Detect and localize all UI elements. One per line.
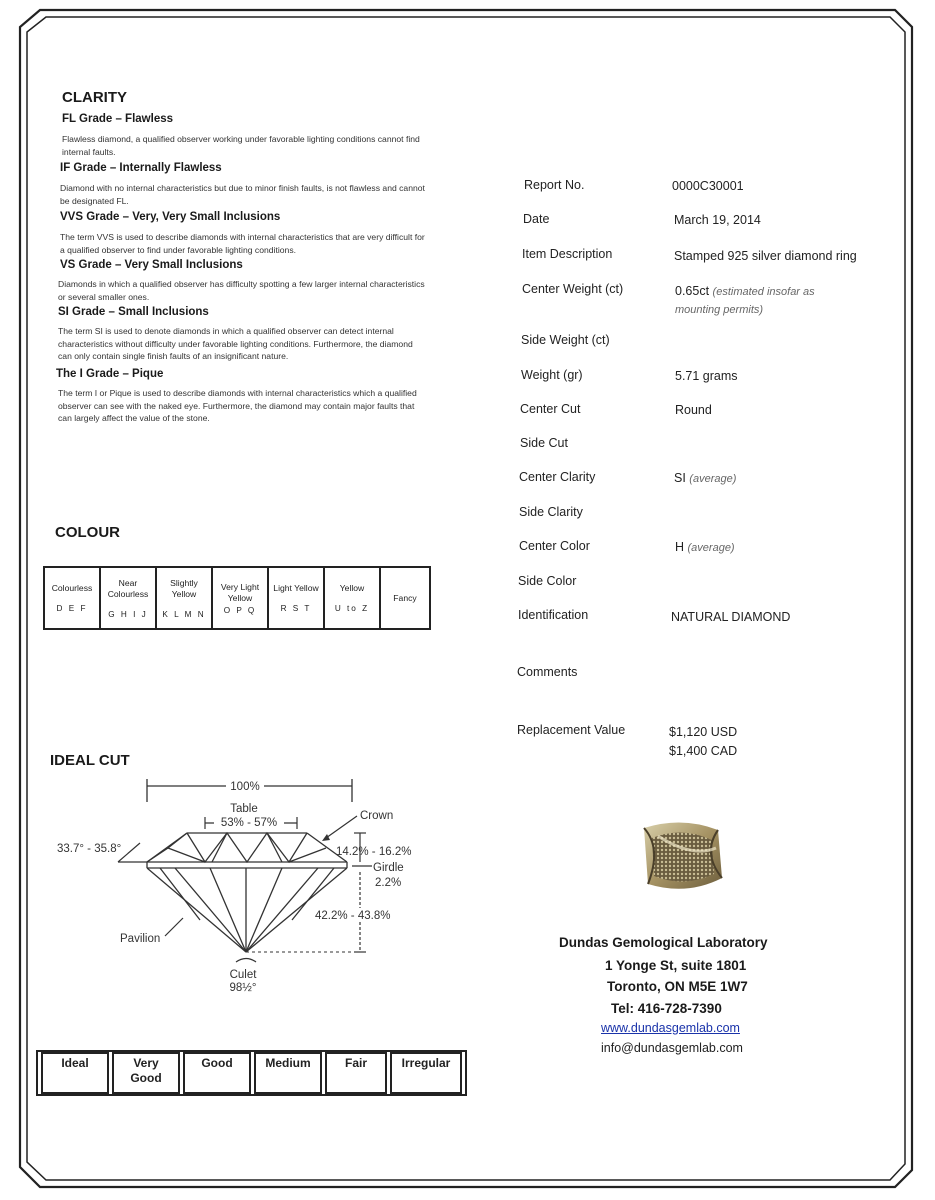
- report-value: Round: [675, 403, 712, 417]
- report-label: Side Cut: [520, 436, 568, 450]
- lab-address-line1: 1 Yonge St, suite 1801: [605, 958, 747, 973]
- colour-letters: O P Q: [223, 605, 257, 615]
- clarity-grade-title: IF Grade – Internally Flawless: [60, 162, 222, 174]
- center-weight-note: (estimated insofar as mounting permits): [675, 286, 815, 316]
- clarity-grade-title: VVS Grade – Very, Very Small Inclusions: [60, 211, 281, 223]
- report-value: $1,120 USD: [669, 725, 738, 739]
- clarity-grade-desc: Diamonds in which a qualified observer has difficulty spotting a few larger internal characteristics or several smaller ones.: [58, 279, 425, 302]
- cut-grade-cell: Very Good: [112, 1052, 180, 1094]
- clarity-grade-desc: The term I or Pique is used to describe diamonds with internal characteristics which a qualified observer can see with the naked eye. Furthermore, the diamond may contain major faults that can largely affect the value of the stone.: [58, 388, 417, 423]
- ring-photo: [632, 808, 730, 906]
- colour-name: Fancy: [393, 592, 417, 603]
- culet-label: Culet: [229, 969, 257, 981]
- colour-name: Slightly Yellow: [170, 577, 198, 599]
- report-label: Item Description: [522, 247, 613, 261]
- report-label: Center Cut: [520, 402, 581, 416]
- report-label: Weight (gr): [521, 368, 583, 382]
- report-label: Side Color: [518, 574, 577, 588]
- crown-label: Crown: [360, 810, 394, 822]
- cut-grade-cell: Good: [183, 1052, 251, 1094]
- report-label: Report No.: [524, 178, 585, 192]
- clarity-grade-title: VS Grade – Very Small Inclusions: [60, 259, 243, 271]
- clarity-grade-desc: Diamond with no internal characteristics but due to minor finish faults, is not flawless and cannot be designated FL.: [60, 183, 425, 206]
- cut-grade-cell: Ideal: [41, 1052, 109, 1094]
- crown-angle: 33.7° - 35.8°: [57, 843, 122, 855]
- colour-letters: G H I J: [108, 609, 148, 619]
- report-value: [675, 283, 855, 319]
- colour-letters: D E F: [56, 604, 88, 613]
- culet-angle: 98½°: [229, 982, 257, 994]
- colour-name: Very Light Yellow: [220, 581, 260, 603]
- report-value: $1,400 CAD: [669, 744, 738, 758]
- lab-address-line2: Toronto, ON M5E 1W7: [607, 979, 748, 994]
- clarity-grade-title: FL Grade – Flawless: [62, 113, 174, 125]
- lab-email: info@dundasgemlab.com: [601, 1041, 743, 1055]
- report-label: Comments: [517, 665, 578, 679]
- pavilion-label: Pavilion: [120, 933, 161, 945]
- width-label: 100%: [230, 781, 260, 793]
- center-clarity-note: (average): [689, 473, 737, 485]
- center-clarity-value: SI: [674, 471, 686, 485]
- table-label: Table: [230, 803, 258, 815]
- colour-letters: U to Z: [334, 604, 370, 613]
- report-value: March 19, 2014: [674, 213, 761, 227]
- report-label: Side Clarity: [519, 505, 583, 519]
- lab-website-link[interactable]: www.dundasgemlab.com: [601, 1021, 740, 1035]
- clarity-grade-title: The I Grade – Pique: [56, 368, 164, 380]
- cut-grade-cell: Irregular: [390, 1052, 462, 1094]
- report-label: Center Color: [519, 539, 590, 553]
- center-weight-value: 0.65ct: [675, 284, 710, 298]
- clarity-grade-desc: The term SI is used to denote diamonds in which a qualified observer can detect internal characteristics without difficulty under favorable lighting conditions. Furthermore, the diamond can only contain single finish faults of an insignificant nature.: [58, 326, 413, 361]
- report-label: Date: [523, 212, 550, 226]
- clarity-title: CLARITY: [62, 89, 127, 106]
- report-label: Center Weight (ct): [522, 282, 624, 296]
- report-value: [675, 540, 735, 554]
- clarity-grade-desc: Flawless diamond, a qualified observer working under favorable lighting conditions cannot find internal faults.: [62, 134, 420, 157]
- center-color-note: (average): [687, 542, 735, 554]
- table-range: 53% - 57%: [220, 817, 278, 829]
- cut-grade-table: [36, 1050, 467, 1096]
- report-label: Replacement Value: [517, 723, 626, 737]
- diamond-proportions-diagram: [0, 0, 470, 1000]
- lab-phone: Tel: 416-728-7390: [611, 1001, 722, 1016]
- colour-name: Near Colourless: [107, 577, 149, 599]
- report-label: Identification: [518, 608, 589, 622]
- colour-name: Colourless: [51, 583, 93, 593]
- clarity-grade-desc: The term VVS is used to describe diamonds with internal characteristics that are very difficult for a qualified observer to find under favorable lighting conditions.: [60, 232, 425, 255]
- pavilion-depth: 42.2% - 43.8%: [315, 910, 391, 922]
- ideal-cut-title: IDEAL CUT: [50, 752, 130, 769]
- cut-grade-cell: Medium: [254, 1052, 322, 1094]
- colour-letters: K L M N: [162, 609, 206, 619]
- girdle-value: 2.2%: [375, 877, 402, 889]
- colour-name: Light Yellow: [273, 583, 319, 593]
- cut-grade-cell: Fair: [325, 1052, 387, 1094]
- lab-name: Dundas Gemological Laboratory: [559, 935, 768, 950]
- report-value: NATURAL DIAMOND: [671, 610, 791, 624]
- report-label: Center Clarity: [519, 470, 596, 484]
- girdle-label: Girdle: [373, 862, 404, 874]
- colour-letters: R S T: [280, 604, 312, 613]
- center-color-value: H: [675, 540, 685, 554]
- report-value: 5.71 grams: [675, 369, 738, 383]
- report-value: [674, 471, 736, 485]
- colour-title: COLOUR: [55, 524, 120, 541]
- colour-name: Yellow: [339, 583, 365, 593]
- clarity-grade-title: SI Grade – Small Inclusions: [58, 306, 209, 318]
- report-value: 0000C30001: [672, 179, 744, 193]
- crown-height: 14.2% - 16.2%: [336, 846, 412, 858]
- report-value: Stamped 925 silver diamond ring: [674, 249, 857, 263]
- report-label: Side Weight (ct): [521, 333, 610, 347]
